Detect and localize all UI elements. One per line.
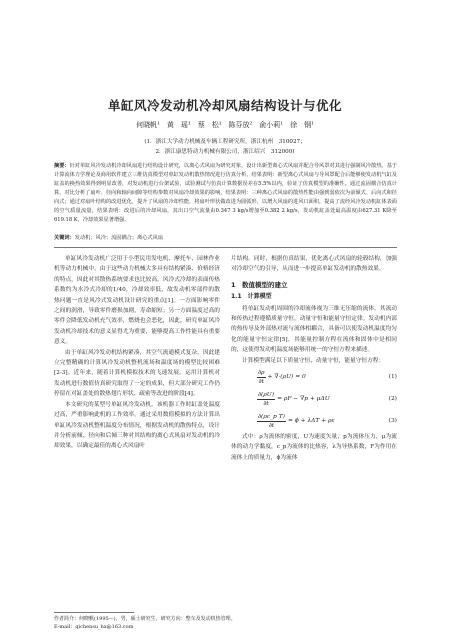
affiliation-1: (1．浙江大学动力机械及车辆工程研究所，浙江杭州 310027； [144, 139, 306, 145]
body-paragraph: 将单缸发动机周围的冷却流体视为三维无压缩的流体，其流动和传热过程遵循质量守恒，动量守恒和能量守恒定律。发动机内部的热传导及外部热对流与流体相耦合，具备可以使发动机温度均匀化的能量守恒定律[5]，其能量控制方程在流体和固体中是相同的，这使得发动机温度场能够用统一的守恒方程来描述。 [231, 305, 397, 354]
affiliation-2: 2．浙江康思特动力机械有限公司，浙江绍兴 312000) [155, 149, 295, 155]
keywords [54, 234, 397, 243]
body-paragraph: 片结构。同时，根据仿真结果，优化离心式风扇的轮毂结构，加强对冷却空气的引导，从而进一步提高单缸发动机的散热效果。 [231, 256, 397, 273]
equation-3: $\frac{\text{∂(ρc\_p T)}}{\partial t}$ = ϕ + λΔT + ρε (3) [231, 410, 397, 432]
body-paragraph: 由于单缸风冷发动机结构紧凑，其空气流通模式复杂，因此建立完整精确的计算风冷发动机整机流场和温度场的模型比较困难[2-3]。近年来，随着计算机模拟技术的飞速发展，运用计算机对发动机进行数值仿真研究取得了一定的成果，但大部分研究工作仍停留在对缸盖处的散热翅片形状、疏密等改进的阶段[4]。 [54, 349, 220, 398]
equation-number: (1) [388, 373, 397, 380]
subsection-heading: 1.1 计算模型 [231, 293, 272, 301]
footnote-author-bio: 作者简介：何晓帆(1995—)，男，硕士研究生，研究方向：整车及发动机热管理。 [54, 616, 236, 622]
equation-number: (2) [388, 395, 397, 402]
abstract-divider [54, 247, 397, 248]
author-list: 何晓帆¹ 黄 瑶¹ 蔡 松¹ 陈芬放² 俞小莉¹ 徐 钢¹ [136, 121, 314, 129]
abstract-label: 摘要： [54, 163, 70, 169]
abstract-text: 针对单缸风冷发动机冷却风扇进行结构设计研究，以离心式风扇为研究对象，设计出新型离心式风扇并配合导风罩对其进行强制风冷散热。基于计算流体力学理论及商用软件建立三维仿真模型对单缸发动机散热情况进行仿真分析，结果表明：新型离心式风扇与导风罩配合后能够使发动机气缸及缸盖的换热效果得到明显改善，对发动机进行台架试验，试验测试与仿真计算数据误差在5.5%以内，验证了仿真模型的准确性。通过流固耦合仿真计算，对比分析了扇叶、径向和轴向间隙等结构参数对风扇冷却效果的影响，结果表明：三种离心式风扇的散热性能由强到弱依次为前倾式、后向式和径向式；通过对扇叶结构的改进优化，提升了风扇的冷却性能，将扇叶形状做改进为圆弧形，以增大风扇的进风口面积，提高了流经风冷发动机缸体表面的空气质量流量，结果表明：改进后的冷却风扇，其出口空气流量由0.347 3 kg/s增加至0.382 2 kg/s，发动机缸盖处最高温度由627.31 K降至619.18 K，冷却效果显著增强。 [54, 163, 397, 223]
paper-title: 单缸风冷发动机冷却风扇结构设计与优化 [107, 98, 342, 113]
footnote-email: E-mail：qichensu_hx@163.com [54, 624, 134, 630]
right-column [231, 254, 397, 463]
keywords-label: 关键词： [54, 235, 75, 241]
equation-1: $\frac{\partial\rho}{\partial t}$ + ∇·(ρU) = 0 (1) [231, 366, 397, 388]
equation-number: (3) [388, 417, 397, 424]
section-heading: 1 数值模型的建立 [231, 280, 288, 289]
body-paragraph: 式中：ρ为流体的密度，U为速度矢量，p为流体压力，μ为流体的动力学黏度，c_p为流体的比热容，λ为导热系数，F为作用在流体上的质量力，ϕ为流体 [231, 434, 397, 461]
left-column [54, 254, 220, 452]
keywords-text: 发动机；风冷；流固耦合；离心式风扇 [74, 235, 163, 241]
equation-2: $\frac{\partial(\rho U)}{\partial t}$ = ρF − ∇p + μΔU (2) [231, 388, 397, 410]
footnote [54, 615, 397, 631]
equation-fraction: $\frac{\text{∂(ρc\_p T)}}{\partial t}$ [258, 413, 285, 429]
body-paragraph: 本文研究的某型号单缸风冷发动机，该机器工作时缸盖处温度过高，严重影响此机的工作效率。通过采用数值模拟的方法计算出单缸风冷发动机整机温度分布情况，根据发动机的散热特点，设计并分析前倾、径向和后倾三种对其结构的离心式风扇对发动机的冷却效果，以确定最佳的离心式风扇叶 [54, 401, 220, 450]
equation-fraction: $\frac{\partial\rho}{\partial t}$ [258, 369, 265, 385]
body-paragraph: 单缸风冷发动机广泛用于小型民用发电机、摩托车、园林作业机等动力机械中。由于这些动力机械大多具有结构紧凑、价格经济的特点，因此对其散热系统要求也比较高。风冷式冷却的表面传热系数约为水冷式冷却的1/40，冷却效率低，故发动机零部件的散热问题一直是风冷式发动机设计研究的重点[1]。一方面影响零件之间的润滑，导致零件磨损加剧，寿命缩短；另一方面温度过高的零件会降低发动机充气效率，燃烧也会恶化，因此，研究单缸风冷发动机冷却技术的意义显得尤为重要，能够提高工作性能具有重要意义。 [54, 256, 220, 346]
abstract [54, 162, 397, 225]
footnote-divider [54, 612, 134, 613]
equation-fraction: $\frac{\partial(\rho U)}{\partial t}$ [258, 391, 275, 407]
body-paragraph: 计算模型满足以下质量守恒、动量守恒，能量守恒方程： [242, 357, 385, 364]
